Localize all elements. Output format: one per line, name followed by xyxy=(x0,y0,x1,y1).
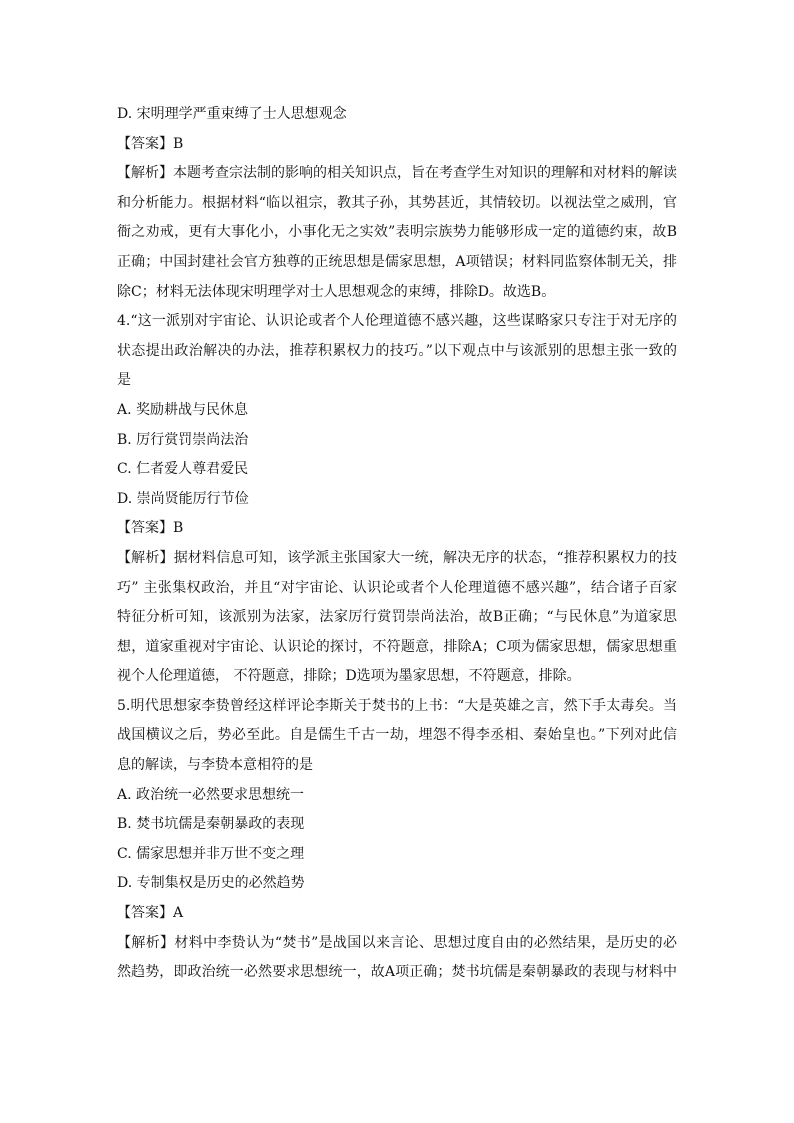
q3-analysis-line-4: 正确；中国封建社会官方独尊的正统思想是儒家思想，A项错误；材料同监察体制无关，排 xyxy=(117,253,677,270)
q4-option-d: D. 崇尚贤能厉行节俭 xyxy=(117,490,249,507)
q3-analysis-line-3: 衙之劝戒，更有大事化小，小事化无之实效”表明宗族势力能够形成一定的道德约束，故B xyxy=(117,224,677,241)
q4-stem-line-3: 是 xyxy=(117,372,131,389)
q5-stem-line-2: 战国横议之后，势必至此。自是儒生千古一劫，埋怨不得李丞相、秦始皇也。”下列对此信 xyxy=(117,727,677,744)
q4-analysis-line-3: 特征分析可知，该派别为法家，法家厉行赏罚崇尚法治，故B正确；“与民休息”为道家思 xyxy=(117,609,677,626)
q4-option-a: A. 奖励耕战与民休息 xyxy=(117,401,249,418)
q4-analysis-line-1: 【解析】据材料信息可知，该学派主张国家大一统，解决无序的状态，“推荐积累权力的技 xyxy=(117,549,677,566)
q5-stem-line-3: 息的解读，与李贽本意相符的是 xyxy=(117,757,313,774)
q4-answer: 【答案】B xyxy=(117,520,184,537)
q4-analysis-line-5: 视个人伦理道德， 不符题意，排除；D选项为墨家思想，不符题意，排除。 xyxy=(117,668,581,685)
q5-option-a: A. 政治统一必然要求思想统一 xyxy=(117,786,305,803)
q3-analysis-line-1: 【解析】本题考查宗法制的影响的相关知识点，旨在考查学生对知识的理解和对材料的解读 xyxy=(117,165,677,182)
q5-analysis-line-1: 【解析】材料中李贽认为“焚书”是战国以来言论、思想过度自由的必然结果，是历史的必 xyxy=(117,934,677,951)
q4-stem-line-2: 状态提出政治解决的办法，推荐积累权力的技巧。”以下观点中与该派别的思想主张一致的 xyxy=(117,342,677,359)
q5-analysis-line-2: 然趋势，即政治统一必然要求思想统一，故A项正确；焚书坑儒是秦朝暴政的表现与材料中 xyxy=(117,964,677,981)
q5-answer: 【答案】A xyxy=(117,905,184,922)
q3-analysis-line-5: 除C；材料无法体现宋明理学对士人思想观念的束缚，排除D。故选B。 xyxy=(117,283,556,300)
q4-analysis-line-4: 想，道家重视对宇宙论、认识论的探讨，不符题意，排除A；C项为儒家思想，儒家思想重 xyxy=(117,638,677,655)
q5-option-b: B. 焚书坑儒是秦朝暴政的表现 xyxy=(117,816,305,833)
document-body xyxy=(117,100,677,988)
q4-option-b: B. 厉行赏罚崇尚法治 xyxy=(117,431,249,448)
q5-stem-line-1: 5.明代思想家李贽曾经这样评论李斯关于焚书的上书：“大是英雄之言，然下手太毒矣。当 xyxy=(117,697,677,714)
q4-option-c: C. 仁者爱人尊君爱民 xyxy=(117,461,249,478)
q3-analysis-line-2: 和分析能力。根据材料“临以祖宗，教其子孙，其势甚近，其情较切。以视法堂之威刑，官 xyxy=(117,194,677,211)
q3-option-d: D. 宋明理学严重束缚了士人思想观念 xyxy=(117,106,347,122)
q3-answer: 【答案】B xyxy=(117,135,184,152)
q4-stem-line-1: 4.“这一派别对宇宙论、认识论或者个人伦理道德不感兴趣，这些谋略家只专注于对无序的 xyxy=(117,313,677,330)
q4-analysis-line-2: 巧” 主张集权政治，并且“对宇宙论、认识论或者个人伦理道德不感兴趣”，结合诸子百家 xyxy=(117,579,677,596)
q5-option-d: D. 专制集权是历史的必然趋势 xyxy=(117,875,305,892)
q5-option-c: C. 儒家思想并非万世不变之理 xyxy=(117,845,305,862)
